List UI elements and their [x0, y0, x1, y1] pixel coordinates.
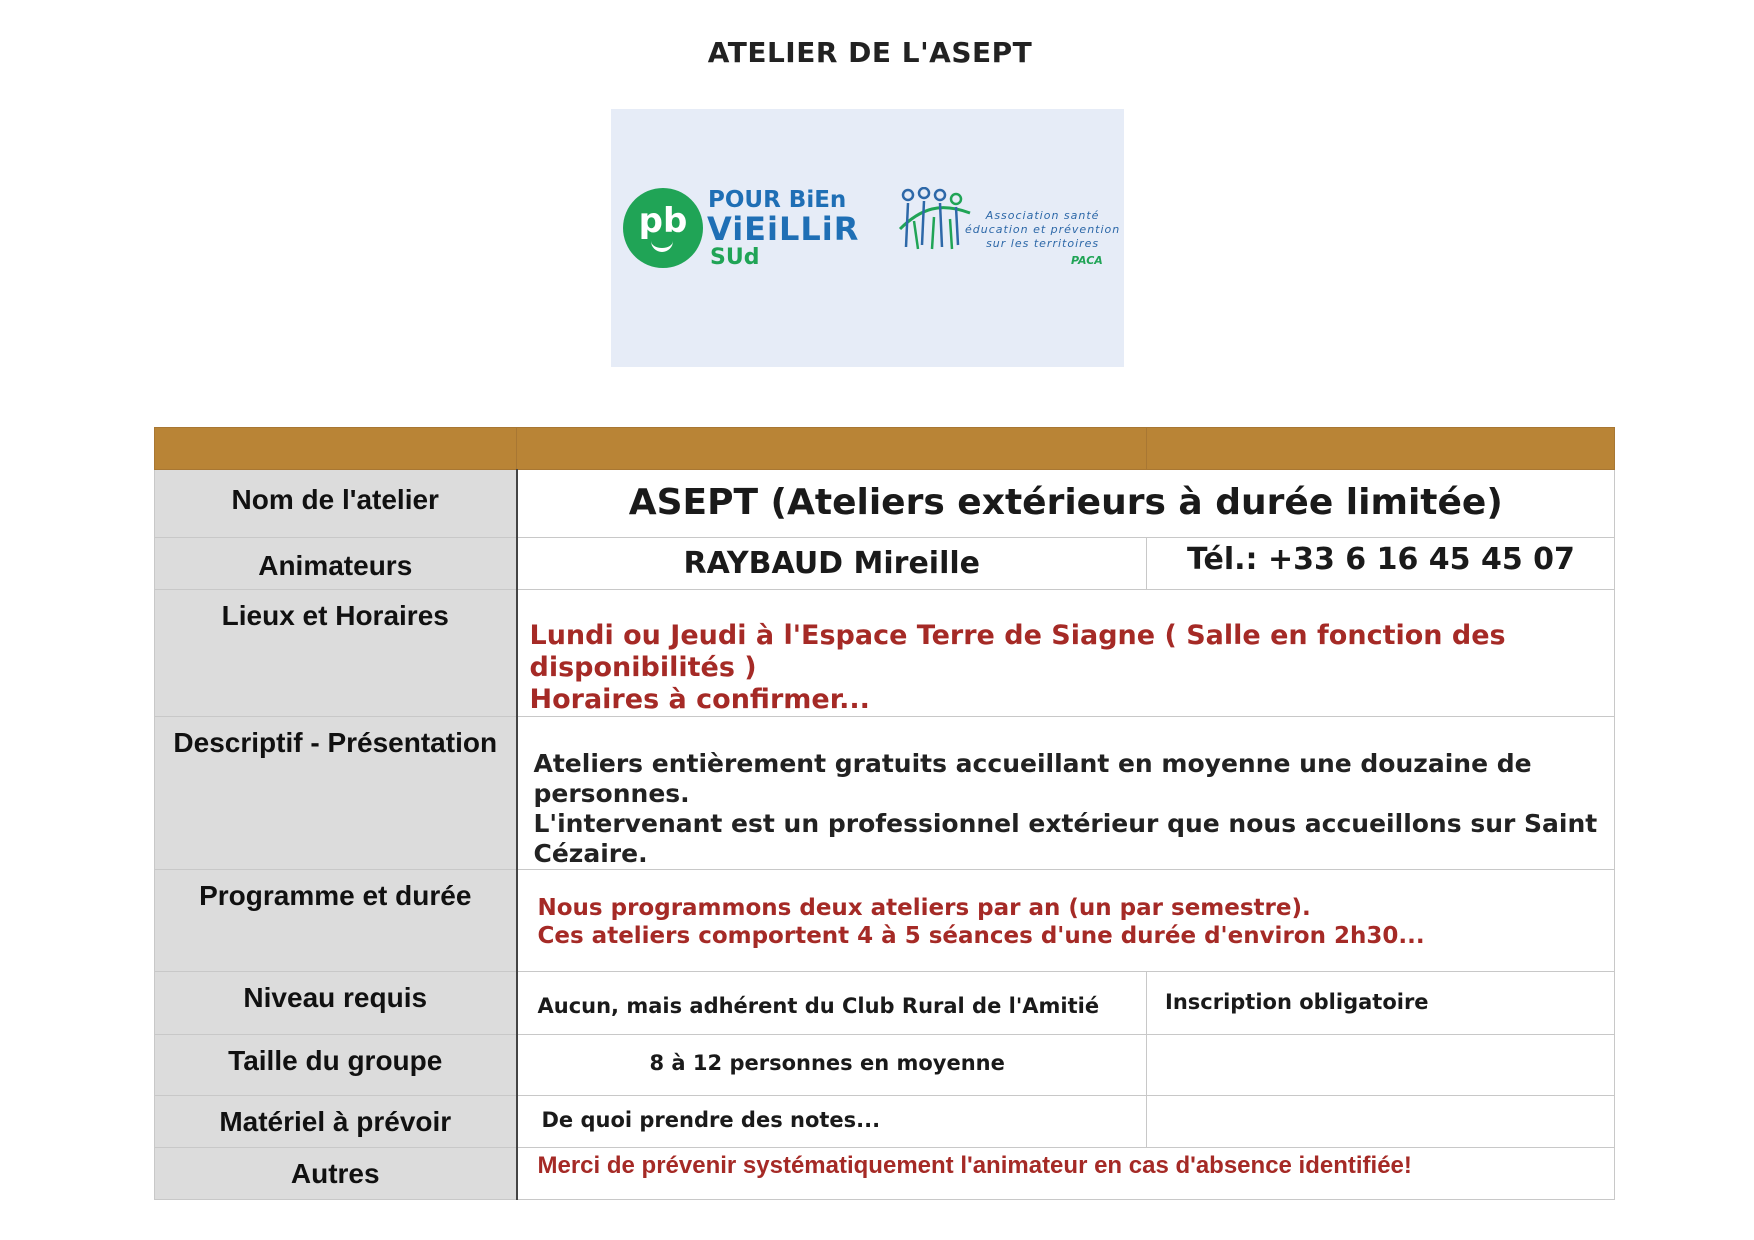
- table-row: [155, 972, 1615, 1035]
- description: [517, 717, 1615, 870]
- row-label: Lieux et Horaires: [155, 590, 517, 717]
- row-label: Nom de l'atelier: [155, 470, 517, 538]
- empty-cell: [1147, 1096, 1615, 1148]
- asept-line3: sur les territoires: [986, 237, 1100, 250]
- table-row: [155, 1096, 1615, 1148]
- program-duration: [517, 870, 1615, 972]
- pbv-initials: pb: [638, 201, 688, 241]
- header-cell: [517, 428, 1147, 470]
- workshop-info-table: [154, 427, 1615, 1200]
- row-label: Animateurs: [155, 538, 517, 590]
- row-label: Taille du groupe: [155, 1035, 517, 1096]
- asept-tagline: [965, 209, 1120, 251]
- program-line: Ces ateliers comportent 4 à 5 séances d'une durée d'environ 2h30...: [537, 923, 1425, 949]
- row-label: Descriptif - Présentation: [155, 717, 517, 870]
- header-cell: [1147, 428, 1615, 470]
- program-line: Nous programmons deux ateliers par an (un par semestre).: [537, 895, 1311, 921]
- location-schedule: [517, 590, 1615, 717]
- pbv-text-line3: SUd: [710, 245, 760, 270]
- table-row: [155, 1148, 1615, 1200]
- group-size: 8 à 12 personnes en moyenne: [517, 1035, 1147, 1096]
- level-required: Aucun, mais adhérent du Club Rural de l'Amitié: [517, 972, 1147, 1035]
- registration-note: Inscription obligatoire: [1147, 972, 1615, 1035]
- schedule-line: Horaires à confirmer...: [529, 684, 870, 715]
- animator-name: RAYBAUD Mireille: [517, 538, 1147, 590]
- header-cell: [155, 428, 517, 470]
- description-line: Ateliers entièrement gratuits accueillant en moyenne une douzaine de personnes.: [533, 749, 1532, 808]
- table-row: [155, 870, 1615, 972]
- location-line: Lundi ou Jeudi à l'Espace Terre de Siagne ( Salle en fonction des disponibilités ): [529, 620, 1506, 683]
- table-row: [155, 1035, 1615, 1096]
- table-row: [155, 538, 1615, 590]
- other-notes: Merci de prévenir systématiquement l'animateur en cas d'absence identifiée!: [517, 1148, 1615, 1200]
- asept-line2: éducation et prévention: [965, 223, 1121, 236]
- asept-line1: Association santé: [985, 209, 1100, 222]
- table-row: [155, 717, 1615, 870]
- pbv-text-line1: POUR BiEn: [708, 187, 847, 213]
- partner-logos: [611, 109, 1124, 367]
- page-title: ATELIER DE L'ASEPT: [707, 36, 1033, 69]
- empty-cell: [1147, 1035, 1615, 1096]
- workshop-name: ASEPT (Ateliers extérieurs à durée limitée): [517, 470, 1615, 538]
- row-label: Programme et durée: [155, 870, 517, 972]
- pbv-text-line2: ViEiLLiR: [707, 210, 860, 248]
- row-label: Autres: [155, 1148, 517, 1200]
- description-line: L'intervenant est un professionnel extérieur que nous accueillons sur Saint Cézaire.: [533, 809, 1598, 868]
- table-row: [155, 590, 1615, 717]
- table-row: [155, 470, 1615, 538]
- pbv-logo-icon: [623, 188, 703, 268]
- row-label: Niveau requis: [155, 972, 517, 1035]
- asept-region: PACA: [1071, 254, 1103, 267]
- animator-phone: Tél.: +33 6 16 45 45 07: [1147, 538, 1615, 590]
- row-label: Matériel à prévoir: [155, 1096, 517, 1148]
- asept-figures-icon: [896, 187, 976, 257]
- table-header-bar: [155, 428, 1615, 470]
- materials: De quoi prendre des notes...: [517, 1096, 1147, 1148]
- pbv-smile-icon: [651, 238, 673, 252]
